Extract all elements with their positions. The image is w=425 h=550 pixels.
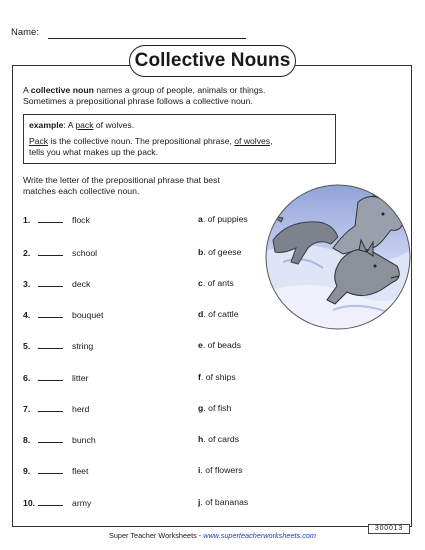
answer-blank[interactable] bbox=[38, 309, 63, 318]
answer-blank[interactable] bbox=[38, 214, 63, 223]
answer-blank[interactable] bbox=[38, 497, 63, 506]
answer-blank[interactable] bbox=[38, 403, 63, 412]
worksheet-code: 300013 bbox=[368, 524, 410, 534]
list-item bbox=[23, 372, 88, 383]
example-line2-end: , bbox=[270, 136, 273, 146]
item-word: bunch bbox=[72, 435, 96, 445]
wolf-pack-icon bbox=[263, 182, 413, 332]
list-item bbox=[23, 434, 96, 445]
option-text: . of beads bbox=[202, 340, 242, 350]
list-item bbox=[23, 214, 90, 225]
item-number: 3. bbox=[23, 279, 31, 289]
option-item bbox=[198, 497, 248, 507]
item-number: 6. bbox=[23, 373, 31, 383]
option-text: . of bananas bbox=[200, 497, 249, 507]
example-line2-mid: is the collective noun. The prepositional phrase, bbox=[48, 136, 235, 146]
option-letter: g bbox=[198, 403, 204, 413]
name-field-label: Name: bbox=[11, 27, 39, 38]
answer-blank[interactable] bbox=[38, 247, 63, 256]
option-item bbox=[198, 309, 239, 319]
option-text: . of puppies bbox=[202, 214, 248, 224]
example-line2-noun: Pack bbox=[29, 136, 49, 146]
answer-blank[interactable] bbox=[38, 465, 63, 474]
footer-brand: Super Teacher Worksheets bbox=[109, 531, 197, 540]
list-item bbox=[23, 309, 103, 320]
option-letter: j bbox=[198, 497, 201, 507]
item-number: 4. bbox=[23, 310, 31, 320]
item-word: school bbox=[72, 248, 98, 258]
option-letter: f bbox=[198, 372, 201, 382]
option-letter: e bbox=[198, 340, 203, 350]
option-text: . of geese bbox=[203, 247, 242, 257]
footer-sep: - bbox=[196, 531, 204, 540]
item-word: fleet bbox=[72, 466, 89, 476]
intro-part2: names a group of people, animals or things. bbox=[93, 85, 266, 95]
option-text: . of flowers bbox=[200, 465, 243, 475]
instructions-line1: Write the letter of the prepositional phrase that best bbox=[23, 175, 220, 185]
wolf-pack-illustration bbox=[263, 182, 413, 332]
item-word: bouquet bbox=[72, 310, 104, 320]
item-word: deck bbox=[72, 279, 91, 289]
option-text: . of fish bbox=[203, 403, 232, 413]
example-box bbox=[23, 114, 336, 164]
item-number: 5. bbox=[23, 341, 31, 351]
footer bbox=[0, 531, 425, 540]
option-text: . of ships bbox=[200, 372, 236, 382]
list-item bbox=[23, 465, 88, 476]
item-number: 9. bbox=[23, 466, 31, 476]
instructions-line2: matches each collective noun. bbox=[23, 186, 140, 196]
option-text: . of cattle bbox=[203, 309, 239, 319]
item-number: 1. bbox=[23, 215, 31, 225]
answer-blank[interactable] bbox=[38, 340, 63, 349]
intro-line2: Sometimes a prepositional phrase follows a collective noun. bbox=[23, 96, 253, 106]
item-word: herd bbox=[72, 404, 90, 414]
option-item bbox=[198, 403, 231, 413]
name-line[interactable] bbox=[48, 38, 246, 39]
option-item bbox=[198, 434, 239, 444]
option-item bbox=[198, 214, 248, 224]
option-item bbox=[198, 465, 242, 475]
option-letter: c bbox=[198, 278, 203, 288]
list-item bbox=[23, 247, 97, 258]
answer-blank[interactable] bbox=[38, 434, 63, 443]
list-item bbox=[23, 340, 93, 351]
list-item bbox=[23, 497, 91, 508]
example-colon: : A bbox=[63, 120, 76, 130]
example-rest: of wolves. bbox=[93, 120, 135, 130]
item-word: army bbox=[72, 498, 92, 508]
page-title: Collective Nouns bbox=[129, 45, 296, 77]
answer-blank[interactable] bbox=[38, 278, 63, 287]
example-line1 bbox=[29, 120, 330, 131]
intro-text bbox=[23, 85, 398, 107]
option-letter: i bbox=[198, 465, 201, 475]
option-item bbox=[198, 340, 241, 350]
option-text: . of ants bbox=[202, 278, 234, 288]
item-word: litter bbox=[72, 373, 89, 383]
option-item bbox=[198, 247, 241, 257]
list-item bbox=[23, 403, 89, 414]
item-number: 8. bbox=[23, 435, 31, 445]
option-letter: d bbox=[198, 309, 204, 319]
example-noun: pack bbox=[75, 120, 94, 130]
item-number: 2. bbox=[23, 248, 31, 258]
example-line3: tells you what makes up the pack. bbox=[29, 147, 158, 157]
example-line2-phrase: of wolves bbox=[234, 136, 271, 146]
item-word: flock bbox=[72, 215, 90, 225]
intro-term: collective noun bbox=[30, 85, 94, 95]
option-letter: b bbox=[198, 247, 204, 257]
item-number: 7. bbox=[23, 404, 31, 414]
option-item bbox=[198, 372, 236, 382]
item-number: 10. bbox=[23, 498, 36, 508]
option-text: . of cards bbox=[203, 434, 240, 444]
intro-part1: A bbox=[23, 85, 31, 95]
instructions bbox=[23, 175, 283, 197]
answer-blank[interactable] bbox=[38, 372, 63, 381]
option-letter: a bbox=[198, 214, 203, 224]
option-item bbox=[198, 278, 234, 288]
footer-link[interactable]: www.superteacherworksheets.com bbox=[203, 531, 316, 540]
example-label: example bbox=[29, 120, 64, 130]
option-letter: h bbox=[198, 434, 204, 444]
example-explanation bbox=[29, 136, 330, 158]
item-word: string bbox=[72, 341, 94, 351]
list-item bbox=[23, 278, 90, 289]
